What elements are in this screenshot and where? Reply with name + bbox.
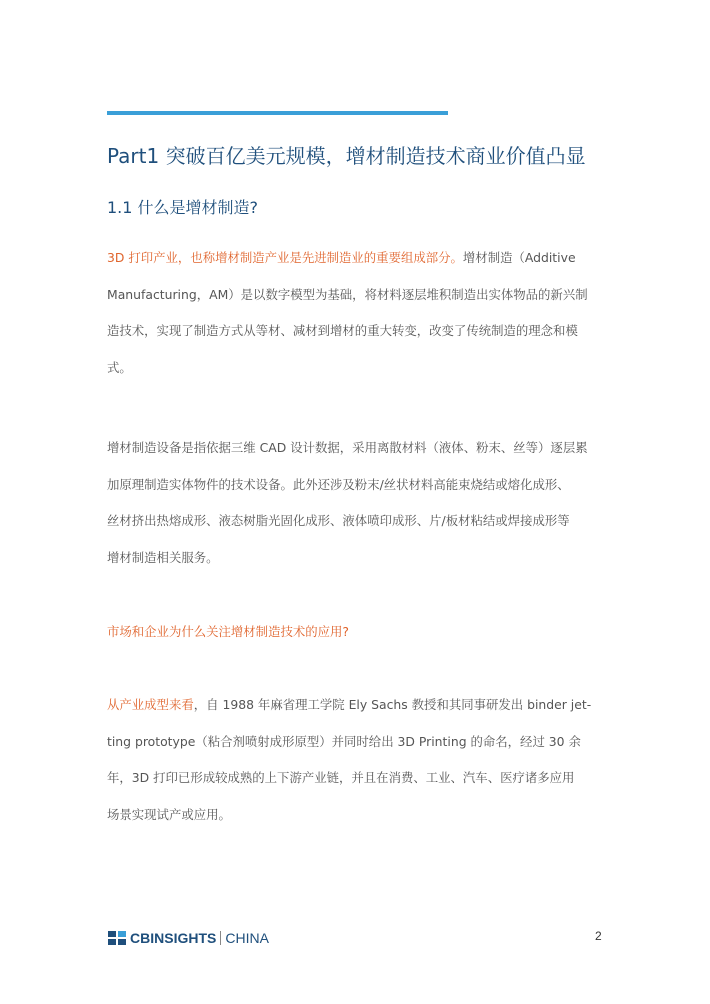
cbinsights-mark-icon bbox=[108, 931, 126, 945]
paragraph-line: 丝材挤出热熔成形、液态树脂光固化成形、液体喷印成形、片/板材粘结或焊接成形等 bbox=[107, 513, 570, 528]
cbinsights-china-logo bbox=[108, 928, 269, 948]
line-text: ，自 1988 年麻省理工学院 Ely Sachs 教授和其同事研发出 binder jet- bbox=[193, 697, 592, 712]
paragraph-line: 加原理制造实体物件的技术设备。此外还涉及粉末/丝状材料高能束烧结或熔化成形、 bbox=[107, 476, 570, 492]
paragraph-line: 增材制造相关服务。 bbox=[107, 549, 219, 565]
paragraph-line: 造技术，实现了制造方式从等材、减材到增材的重大转变，改变了传统制造的理念和模 bbox=[107, 323, 578, 338]
line-text: 增材制造（Additive bbox=[462, 250, 576, 265]
paragraph-equipment bbox=[107, 430, 604, 576]
paragraph-line: Manufacturing，AM）是以数字模型为基础，将材料逐层堆积制造出实体物品的新兴制 bbox=[107, 286, 588, 302]
paragraph-line bbox=[107, 240, 604, 277]
paragraph-line: ting prototype（粘合剂喷射成形原型）并同时给出 3D Printing 的命名，经过 30 余 bbox=[107, 733, 581, 749]
highlight-text: 从产业成型来看 bbox=[107, 697, 194, 712]
section-title: 1.1 什么是增材制造? bbox=[107, 198, 259, 217]
paragraph-line bbox=[107, 687, 604, 724]
logo-divider bbox=[220, 931, 221, 945]
accent-bar bbox=[107, 111, 448, 115]
paragraph-line: 式。 bbox=[107, 359, 132, 375]
paragraph-line: 场景实现试产或应用。 bbox=[107, 806, 231, 822]
paragraph-intro bbox=[107, 240, 604, 386]
paragraph-line: 年，3D 打印已形成较成熟的上下游产业链，并且在消费、工业、汽车、医疗诸多应用 bbox=[107, 770, 575, 785]
highlight-text: 3D 打印产业，也称增材制造产业是先进制造业的重要组成部分。 bbox=[107, 250, 463, 265]
logo-cb-text: CB bbox=[130, 930, 151, 946]
part-title: Part1 突破百亿美元规模，增材制造技术商业价值凸显 bbox=[107, 144, 586, 168]
logo-insights-text: INSIGHTS bbox=[150, 930, 217, 946]
page-number: 2 bbox=[595, 929, 602, 943]
paragraph-industry bbox=[107, 687, 604, 833]
question-heading: 市场和企业为什么关注增材制造技术的应用? bbox=[107, 624, 349, 639]
logo-china-text: CHINA bbox=[225, 930, 269, 946]
paragraph-line: 增材制造设备是指依据三维 CAD 设计数据，采用离散材料（液体、粉末、丝等）逐层累 bbox=[107, 440, 588, 455]
